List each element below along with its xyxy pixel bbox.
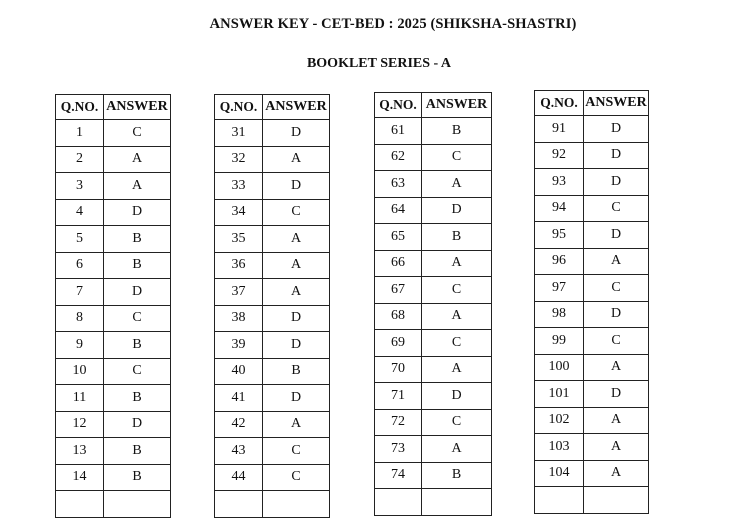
table-row [215, 438, 330, 465]
table-row [535, 407, 649, 434]
table-row [56, 146, 171, 173]
question-number: 100 [535, 354, 584, 381]
table-row [375, 383, 492, 410]
answer-option: B [104, 332, 171, 359]
answer-option: A [584, 248, 649, 275]
table-row [56, 199, 171, 226]
answer-option: B [263, 358, 330, 385]
table-row [56, 411, 171, 438]
answer-option: A [422, 356, 492, 383]
question-number: 93 [535, 169, 584, 196]
answer-option: C [104, 305, 171, 332]
question-number [535, 487, 584, 514]
question-number: 101 [535, 381, 584, 408]
answer-option: A [263, 411, 330, 438]
question-number: 71 [375, 383, 422, 410]
table-row [215, 358, 330, 385]
answer-option: C [263, 199, 330, 226]
table-row [375, 197, 492, 224]
answer-option: C [422, 330, 492, 357]
question-number: 38 [215, 305, 263, 332]
table-row [215, 385, 330, 412]
question-number [56, 491, 104, 518]
question-number: 96 [535, 248, 584, 275]
question-number: 98 [535, 301, 584, 328]
question-number: 92 [535, 142, 584, 169]
question-number: 2 [56, 146, 104, 173]
answer-option: D [584, 381, 649, 408]
table-row [215, 411, 330, 438]
table-row [375, 409, 492, 436]
table-row [56, 173, 171, 200]
question-number: 63 [375, 171, 422, 198]
table-row [375, 224, 492, 251]
answer-option: D [584, 116, 649, 143]
table-row [56, 120, 171, 147]
table-row [56, 252, 171, 279]
question-number: 104 [535, 460, 584, 487]
answer-option: C [584, 195, 649, 222]
answer-option: C [422, 409, 492, 436]
table-row-cutoff [215, 491, 330, 518]
table-row [535, 222, 649, 249]
table-row [56, 464, 171, 491]
answer-option: D [104, 279, 171, 306]
answer-option: B [422, 462, 492, 489]
table-row [535, 248, 649, 275]
answer-table-2 [214, 94, 330, 518]
answer-option: C [104, 358, 171, 385]
answer-option: B [422, 224, 492, 251]
question-number: 61 [375, 118, 422, 145]
answer-header: ANSWER [263, 95, 330, 120]
answer-option: D [104, 411, 171, 438]
question-number: 9 [56, 332, 104, 359]
answer-table-3 [374, 92, 492, 516]
answer-option: B [104, 438, 171, 465]
qno-header: Q.NO. [535, 91, 584, 116]
question-number: 41 [215, 385, 263, 412]
question-number: 12 [56, 411, 104, 438]
answer-option [263, 491, 330, 518]
table-row [56, 305, 171, 332]
question-number: 94 [535, 195, 584, 222]
table-row [375, 171, 492, 198]
question-number: 37 [215, 279, 263, 306]
question-number: 91 [535, 116, 584, 143]
qno-header: Q.NO. [215, 95, 263, 120]
table-row [535, 301, 649, 328]
question-number: 74 [375, 462, 422, 489]
answer-option: A [104, 146, 171, 173]
question-number: 42 [215, 411, 263, 438]
answer-option: C [584, 328, 649, 355]
question-number: 72 [375, 409, 422, 436]
question-number: 68 [375, 303, 422, 330]
question-number: 102 [535, 407, 584, 434]
question-number: 31 [215, 120, 263, 147]
table-row-cutoff [375, 489, 492, 516]
answer-option: D [263, 385, 330, 412]
table-row [375, 436, 492, 463]
answer-option: B [104, 464, 171, 491]
answer-option: B [422, 118, 492, 145]
table-row [215, 332, 330, 359]
answer-option: D [263, 173, 330, 200]
answer-header: ANSWER [104, 95, 171, 120]
answer-option: A [263, 226, 330, 253]
question-number: 70 [375, 356, 422, 383]
table-row [535, 169, 649, 196]
answer-option: D [584, 142, 649, 169]
answer-table-4 [534, 90, 649, 514]
answer-option: A [584, 407, 649, 434]
table-row [56, 332, 171, 359]
question-number: 32 [215, 146, 263, 173]
question-number: 97 [535, 275, 584, 302]
answer-option: D [584, 301, 649, 328]
page-title: ANSWER KEY - CET-BED : 2025 (SHIKSHA-SHASTRI) [209, 16, 577, 32]
answer-option: D [263, 332, 330, 359]
table-row [215, 226, 330, 253]
table-row [215, 173, 330, 200]
answer-option: D [422, 383, 492, 410]
question-number: 14 [56, 464, 104, 491]
answer-option: A [104, 173, 171, 200]
question-number: 39 [215, 332, 263, 359]
table-row [375, 277, 492, 304]
table-row [375, 144, 492, 171]
booklet-series-label: BOOKLET SERIES - A [306, 56, 452, 71]
question-number [375, 489, 422, 516]
table-row [535, 328, 649, 355]
answer-option: D [263, 120, 330, 147]
question-number: 65 [375, 224, 422, 251]
table-row-cutoff [535, 487, 649, 514]
question-number: 10 [56, 358, 104, 385]
table-row [535, 275, 649, 302]
answer-option: A [584, 460, 649, 487]
table-row [375, 330, 492, 357]
question-number: 66 [375, 250, 422, 277]
answer-option: A [584, 434, 649, 461]
table-row [215, 279, 330, 306]
question-number: 1 [56, 120, 104, 147]
answer-option: C [422, 277, 492, 304]
question-number: 34 [215, 199, 263, 226]
answer-option: A [422, 436, 492, 463]
qno-header: Q.NO. [375, 93, 422, 118]
answer-option: C [422, 144, 492, 171]
question-number: 5 [56, 226, 104, 253]
answer-header: ANSWER [422, 93, 492, 118]
table-row [215, 120, 330, 147]
table-row [375, 250, 492, 277]
question-number: 69 [375, 330, 422, 357]
answer-option: B [104, 385, 171, 412]
table-row [56, 279, 171, 306]
table-row [535, 460, 649, 487]
table-row [535, 195, 649, 222]
table-row [375, 462, 492, 489]
question-number: 6 [56, 252, 104, 279]
table-row [375, 118, 492, 145]
qno-header: Q.NO. [56, 95, 104, 120]
table-row [535, 142, 649, 169]
table-row [375, 303, 492, 330]
answer-option [422, 489, 492, 516]
question-number: 99 [535, 328, 584, 355]
answer-header: ANSWER [584, 91, 649, 116]
question-number: 7 [56, 279, 104, 306]
question-number: 33 [215, 173, 263, 200]
answer-option: A [422, 250, 492, 277]
question-number: 44 [215, 464, 263, 491]
answer-option: C [263, 438, 330, 465]
table-row [215, 464, 330, 491]
answer-option: D [584, 222, 649, 249]
question-number: 67 [375, 277, 422, 304]
question-number: 40 [215, 358, 263, 385]
question-number: 73 [375, 436, 422, 463]
question-number: 11 [56, 385, 104, 412]
table-row [56, 358, 171, 385]
answer-option: C [584, 275, 649, 302]
answer-option: C [263, 464, 330, 491]
question-number: 4 [56, 199, 104, 226]
answer-option [584, 487, 649, 514]
table-row-cutoff [56, 491, 171, 518]
answer-option: B [104, 226, 171, 253]
table-row [535, 354, 649, 381]
table-row [375, 356, 492, 383]
answer-option: C [104, 120, 171, 147]
question-number: 95 [535, 222, 584, 249]
question-number: 13 [56, 438, 104, 465]
answer-option: D [104, 199, 171, 226]
question-number: 103 [535, 434, 584, 461]
answer-table-1 [55, 94, 171, 518]
answer-option: D [422, 197, 492, 224]
answer-option: A [263, 146, 330, 173]
table-row [535, 381, 649, 408]
table-row [56, 438, 171, 465]
answer-option: D [263, 305, 330, 332]
answer-option: A [422, 171, 492, 198]
answer-option: A [263, 252, 330, 279]
question-number [215, 491, 263, 518]
table-row [56, 226, 171, 253]
table-row [215, 305, 330, 332]
table-row [56, 385, 171, 412]
question-number: 8 [56, 305, 104, 332]
answer-option: D [584, 169, 649, 196]
question-number: 64 [375, 197, 422, 224]
question-number: 62 [375, 144, 422, 171]
answer-option: B [104, 252, 171, 279]
question-number: 35 [215, 226, 263, 253]
answer-option: A [584, 354, 649, 381]
table-row [215, 146, 330, 173]
answer-option: A [263, 279, 330, 306]
table-row [215, 252, 330, 279]
table-row [535, 116, 649, 143]
table-row [215, 199, 330, 226]
question-number: 3 [56, 173, 104, 200]
answer-option [104, 491, 171, 518]
question-number: 36 [215, 252, 263, 279]
question-number: 43 [215, 438, 263, 465]
table-row [535, 434, 649, 461]
answer-option: A [422, 303, 492, 330]
